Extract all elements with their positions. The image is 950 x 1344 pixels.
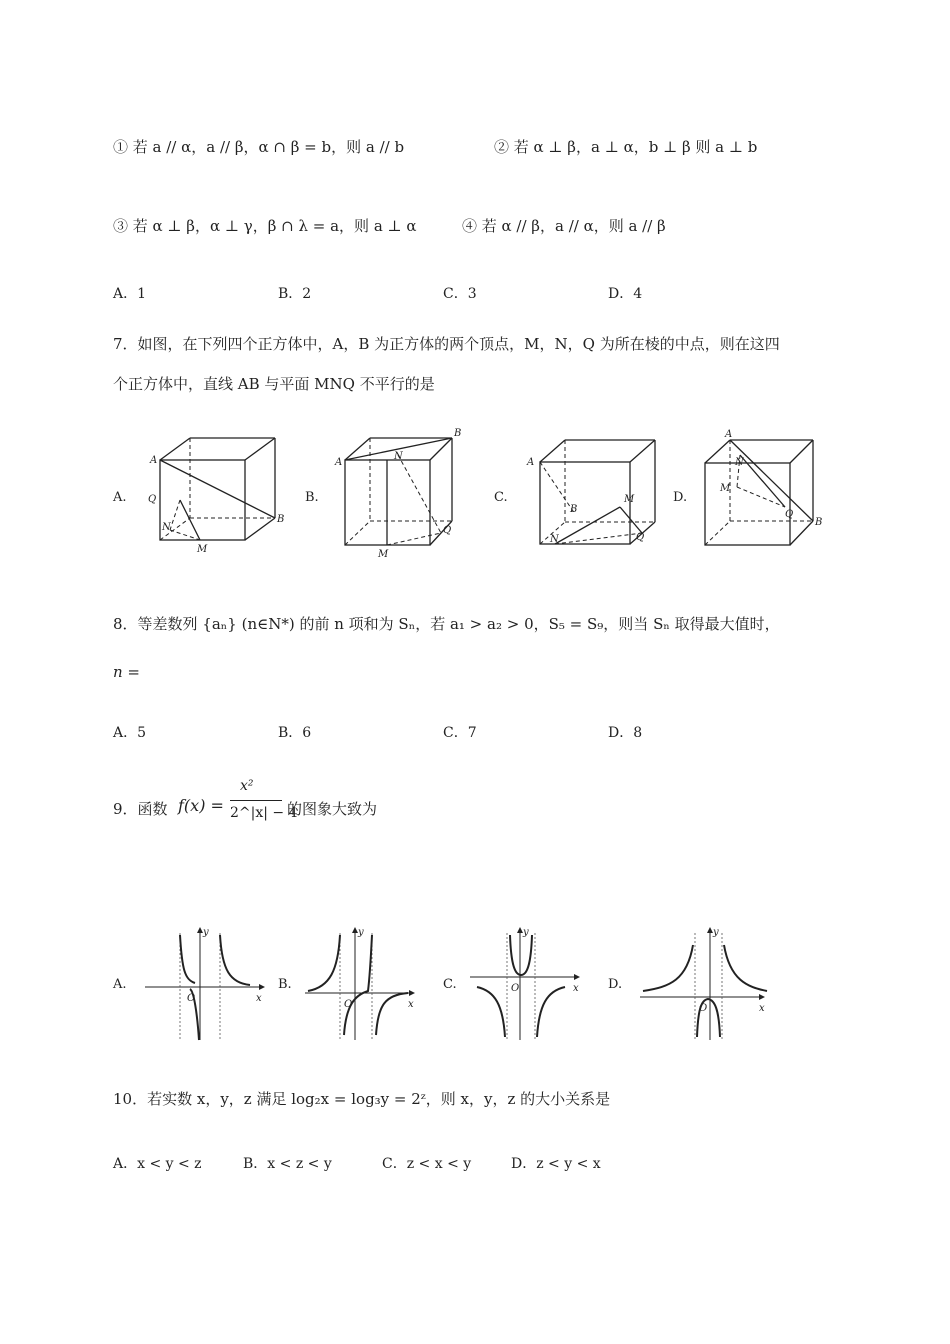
vertex-label-a: A bbox=[150, 455, 158, 466]
q10-option-c: C．z < x < y bbox=[382, 1156, 472, 1172]
q9-figure-label-c: C. bbox=[443, 977, 457, 992]
axis-label-x: x bbox=[573, 983, 579, 994]
vertex-label-a: A bbox=[725, 429, 733, 440]
q8-option-a: A．5 bbox=[113, 725, 147, 741]
q9-denominator: 2^|x| − 4 bbox=[230, 805, 298, 821]
q10-text: 10．若实数 x，y，z 满足 log₂x = log₃y = 2ᶻ，则 x，y，z 的大小关系是 bbox=[113, 1090, 611, 1108]
q8-option-c: C．7 bbox=[443, 725, 477, 741]
vertex-label-b: B bbox=[570, 504, 578, 515]
vertex-label-a: A bbox=[527, 457, 535, 468]
axis-label-y: y bbox=[358, 927, 364, 938]
point-label-m: M bbox=[378, 549, 389, 560]
q7-text-line-1: 7．如图，在下列四个正方体中，A，B 为正方体的两个顶点，M，N，Q 为所在棱的中点，则在这四 bbox=[113, 335, 780, 353]
vertex-label-b: B bbox=[277, 514, 285, 525]
q6-statement-2: ② 若 α ⊥ β，a ⊥ α，b ⊥ β 则 a ⊥ b bbox=[494, 138, 758, 156]
vertex-label-a: A bbox=[335, 457, 343, 468]
point-label-m: M bbox=[624, 494, 635, 505]
q9-suffix: 的图象大致为 bbox=[287, 800, 378, 818]
q9-graph-b bbox=[300, 925, 430, 1045]
origin-label: O bbox=[699, 1003, 708, 1014]
q10-option-b: B．x < z < y bbox=[243, 1156, 332, 1172]
origin-label: O bbox=[187, 993, 196, 1004]
point-label-q: Q bbox=[636, 532, 645, 543]
q7-cube-figure-a bbox=[145, 430, 285, 560]
q7-figure-label-b: B. bbox=[305, 490, 319, 505]
vertex-label-b: B bbox=[815, 517, 823, 528]
q6-option-a: A．1 bbox=[113, 286, 147, 302]
q6-statement-3: ③ 若 α ⊥ β，α ⊥ γ，β ∩ λ = a，则 a ⊥ α bbox=[113, 217, 417, 235]
q6-option-b: B．2 bbox=[278, 286, 312, 302]
q9-fraction-bar bbox=[230, 800, 282, 801]
q7-text-line-2: 个正方体中，直线 AB 与平面 MNQ 不平行的是 bbox=[113, 375, 435, 393]
axis-label-x: x bbox=[759, 1003, 765, 1014]
q9-figure-label-a: A. bbox=[113, 977, 127, 992]
q7-cube-figure-c bbox=[520, 432, 660, 557]
q9-graph-c bbox=[465, 925, 595, 1045]
point-label-m: M bbox=[197, 544, 208, 555]
point-label-q: Q bbox=[148, 494, 157, 505]
q7-cube-figure-b bbox=[330, 425, 470, 560]
q9-graph-a bbox=[140, 925, 270, 1045]
q9-graph-d bbox=[635, 925, 775, 1045]
point-label-n: N bbox=[550, 534, 559, 545]
q7-figure-label-a: A. bbox=[113, 490, 127, 505]
axis-label-x: x bbox=[408, 999, 414, 1010]
q9-numerator: x² bbox=[240, 778, 254, 794]
axis-label-y: y bbox=[203, 927, 209, 938]
axis-label-y: y bbox=[523, 927, 529, 938]
q6-option-c: C．3 bbox=[443, 286, 477, 302]
origin-label: O bbox=[344, 999, 353, 1010]
q6-statement-1: ① 若 a // α，a // β，α ∩ β = b，则 a // b bbox=[113, 138, 405, 156]
q7-cube-figure-d bbox=[695, 425, 835, 555]
q6-statement-4: ④ 若 α // β，a // α，则 a // β bbox=[462, 217, 666, 235]
q9-prefix: 9．函数 bbox=[113, 800, 168, 818]
vertex-label-b: B bbox=[454, 428, 462, 439]
q8-text-line-2: n = bbox=[113, 663, 140, 681]
origin-label: O bbox=[511, 983, 520, 994]
point-label-q: Q bbox=[443, 525, 452, 536]
q9-figure-label-d: D. bbox=[608, 977, 623, 992]
point-label-n: N bbox=[162, 522, 171, 533]
axis-label-x: x bbox=[256, 993, 262, 1004]
q9-function-name: f(x) = bbox=[178, 796, 224, 815]
q9-figure-label-b: B. bbox=[278, 977, 292, 992]
q8-option-b: B．6 bbox=[278, 725, 312, 741]
q8-text-line-1: 8．等差数列 {aₙ} (n∈N*) 的前 n 项和为 Sₙ，若 a₁ > a₂ > 0，S₅ = S₉，则当 Sₙ 取得最大值时， bbox=[113, 615, 780, 633]
q8-option-d: D．8 bbox=[608, 725, 643, 741]
point-label-q: Q bbox=[785, 509, 794, 520]
q10-option-d: D．z < y < x bbox=[511, 1156, 601, 1172]
point-label-m: M bbox=[720, 483, 731, 494]
q6-option-d: D．4 bbox=[608, 286, 643, 302]
q10-option-a: A．x < y < z bbox=[113, 1156, 202, 1172]
axis-label-y: y bbox=[713, 927, 719, 938]
point-label-n: N bbox=[735, 457, 744, 468]
point-label-n: N bbox=[394, 451, 403, 462]
q7-figure-label-c: C. bbox=[494, 490, 508, 505]
q7-figure-label-d: D. bbox=[673, 490, 688, 505]
